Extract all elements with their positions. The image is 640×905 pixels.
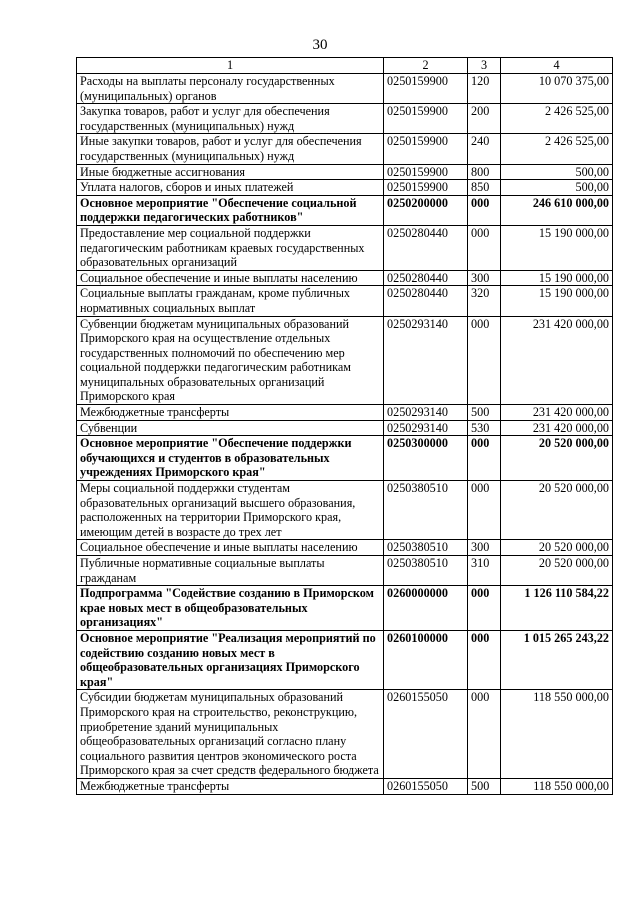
row-type-cell: 300 (468, 270, 501, 286)
table-row (77, 540, 613, 556)
table-row (77, 436, 613, 481)
row-type-cell: 320 (468, 286, 501, 316)
row-amount-cell: 2 426 525,00 (501, 134, 613, 164)
row-name-cell: Межбюджетные трансферты (77, 405, 384, 421)
table-row (77, 630, 613, 689)
row-name-cell: Субсидии бюджетам муниципальных образований Приморского края на строительство, реконструкцию, приобретение зданий муниципальных общеобразовательных организаций согласно плану социального развития центров экономического роста Приморского края за счет средств федерального бюджета (77, 690, 384, 779)
row-amount-cell: 20 520 000,00 (501, 556, 613, 586)
row-name-cell: Основное мероприятие "Реализация мероприятий по содействию созданию новых мест в общеобразовательных организациях Приморского края" (77, 630, 384, 689)
row-code-cell: 0250380510 (384, 540, 468, 556)
row-amount-cell: 231 420 000,00 (501, 316, 613, 405)
row-code-cell: 0250380510 (384, 556, 468, 586)
table-row (77, 405, 613, 421)
row-amount-cell: 15 190 000,00 (501, 270, 613, 286)
row-code-cell: 0260100000 (384, 630, 468, 689)
row-code-cell: 0250300000 (384, 436, 468, 481)
budget-table (76, 57, 613, 795)
table-row (77, 180, 613, 196)
row-type-cell: 530 (468, 420, 501, 436)
row-name-cell: Иные закупки товаров, работ и услуг для обеспечения государственных (муниципальных) нужд (77, 134, 384, 164)
header-col-4: 4 (501, 58, 613, 74)
table-row (77, 286, 613, 316)
header-col-2: 2 (384, 58, 468, 74)
row-type-cell: 000 (468, 316, 501, 405)
row-type-cell: 000 (468, 586, 501, 631)
row-type-cell: 310 (468, 556, 501, 586)
row-type-cell: 000 (468, 225, 501, 270)
row-name-cell: Меры социальной поддержки студентам образовательных организаций высшего образования, расположенных на территории Приморского края, имеющим детей в возрасте до трех лет (77, 481, 384, 540)
row-code-cell: 0250159900 (384, 104, 468, 134)
row-amount-cell: 20 520 000,00 (501, 540, 613, 556)
table-row (77, 134, 613, 164)
row-type-cell: 300 (468, 540, 501, 556)
page-number: 30 (312, 37, 328, 53)
table-header-row (77, 58, 613, 74)
table-row (77, 104, 613, 134)
row-amount-cell: 231 420 000,00 (501, 405, 613, 421)
row-type-cell: 000 (468, 690, 501, 779)
row-amount-cell: 246 610 000,00 (501, 195, 613, 225)
row-amount-cell: 2 426 525,00 (501, 104, 613, 134)
row-amount-cell: 118 550 000,00 (501, 778, 613, 794)
row-type-cell: 000 (468, 481, 501, 540)
row-name-cell: Субвенции бюджетам муниципальных образований Приморского края на осуществление отдельных государственных полномочий по обеспечению мер социальной поддержки педагогическим работникам муниципальных образовательных организаций Приморского края (77, 316, 384, 405)
row-amount-cell: 1 126 110 584,22 (501, 586, 613, 631)
row-code-cell: 0250293140 (384, 405, 468, 421)
row-amount-cell: 15 190 000,00 (501, 225, 613, 270)
row-name-cell: Основное мероприятие "Обеспечение поддержки обучающихся и студентов в образовательных учреждениях Приморского края" (77, 436, 384, 481)
table-row (77, 556, 613, 586)
row-type-cell: 000 (468, 630, 501, 689)
header-col-1: 1 (77, 58, 384, 74)
table-row (77, 690, 613, 779)
row-type-cell: 200 (468, 104, 501, 134)
row-type-cell: 500 (468, 405, 501, 421)
table-row (77, 195, 613, 225)
row-code-cell: 0250159900 (384, 74, 468, 104)
table-row (77, 420, 613, 436)
row-type-cell: 800 (468, 164, 501, 180)
row-code-cell: 0250280440 (384, 225, 468, 270)
row-type-cell: 000 (468, 195, 501, 225)
table-row (77, 164, 613, 180)
row-name-cell: Социальное обеспечение и иные выплаты населению (77, 270, 384, 286)
row-amount-cell: 231 420 000,00 (501, 420, 613, 436)
row-amount-cell: 10 070 375,00 (501, 74, 613, 104)
row-type-cell: 500 (468, 778, 501, 794)
table-row (77, 225, 613, 270)
row-code-cell: 0250159900 (384, 134, 468, 164)
row-code-cell: 0260155050 (384, 778, 468, 794)
row-amount-cell: 500,00 (501, 164, 613, 180)
row-type-cell: 240 (468, 134, 501, 164)
row-type-cell: 850 (468, 180, 501, 196)
table-row (77, 270, 613, 286)
table-row (77, 778, 613, 794)
row-name-cell: Публичные нормативные социальные выплаты гражданам (77, 556, 384, 586)
row-name-cell: Закупка товаров, работ и услуг для обеспечения государственных (муниципальных) нужд (77, 104, 384, 134)
row-amount-cell: 118 550 000,00 (501, 690, 613, 779)
table-row (77, 316, 613, 405)
row-name-cell: Иные бюджетные ассигнования (77, 164, 384, 180)
row-name-cell: Подпрограмма "Содействие созданию в Приморском крае новых мест в общеобразовательных организациях" (77, 586, 384, 631)
row-code-cell: 0260000000 (384, 586, 468, 631)
row-amount-cell: 1 015 265 243,22 (501, 630, 613, 689)
row-amount-cell: 500,00 (501, 180, 613, 196)
header-col-3: 3 (468, 58, 501, 74)
row-name-cell: Уплата налогов, сборов и иных платежей (77, 180, 384, 196)
row-amount-cell: 20 520 000,00 (501, 481, 613, 540)
row-name-cell: Основное мероприятие "Обеспечение социальной поддержки педагогических работников" (77, 195, 384, 225)
row-amount-cell: 15 190 000,00 (501, 286, 613, 316)
row-code-cell: 0250159900 (384, 164, 468, 180)
row-name-cell: Межбюджетные трансферты (77, 778, 384, 794)
row-code-cell: 0250280440 (384, 270, 468, 286)
row-type-cell: 000 (468, 436, 501, 481)
row-name-cell: Предоставление мер социальной поддержки педагогическим работникам краевых государственных образовательных организаций (77, 225, 384, 270)
row-name-cell: Социальные выплаты гражданам, кроме публичных нормативных социальных выплат (77, 286, 384, 316)
row-name-cell: Расходы на выплаты персоналу государственных (муниципальных) органов (77, 74, 384, 104)
row-code-cell: 0250293140 (384, 420, 468, 436)
row-type-cell: 120 (468, 74, 501, 104)
row-name-cell: Социальное обеспечение и иные выплаты населению (77, 540, 384, 556)
row-code-cell: 0250280440 (384, 286, 468, 316)
table-row (77, 481, 613, 540)
row-name-cell: Субвенции (77, 420, 384, 436)
row-code-cell: 0260155050 (384, 690, 468, 779)
table-row (77, 74, 613, 104)
row-code-cell: 0250293140 (384, 316, 468, 405)
row-code-cell: 0250380510 (384, 481, 468, 540)
row-amount-cell: 20 520 000,00 (501, 436, 613, 481)
table-row (77, 586, 613, 631)
row-code-cell: 0250200000 (384, 195, 468, 225)
row-code-cell: 0250159900 (384, 180, 468, 196)
